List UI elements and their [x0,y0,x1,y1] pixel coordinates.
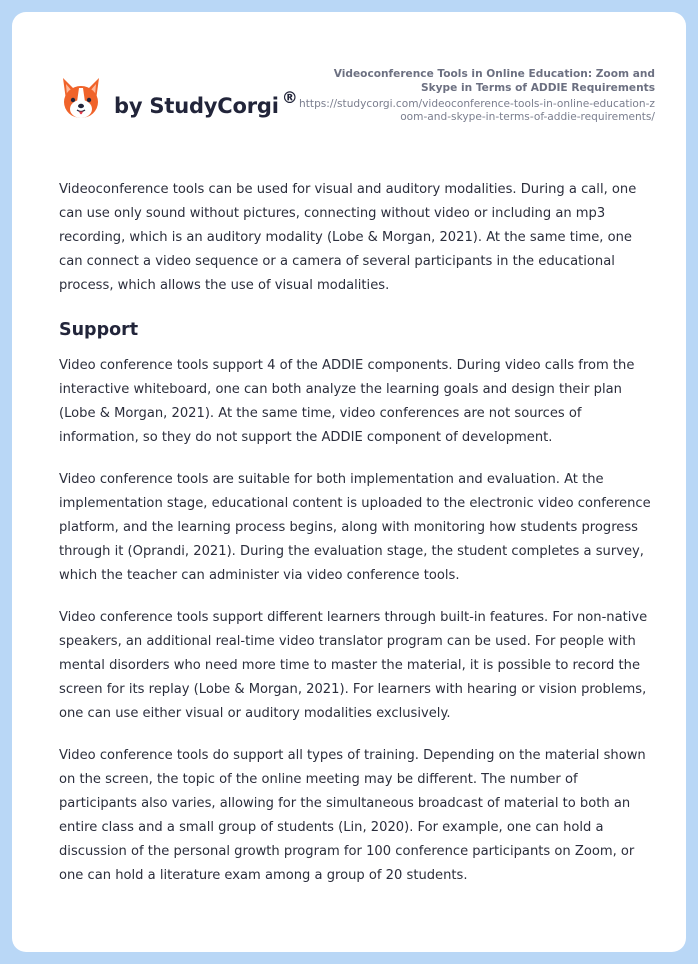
document-url[interactable]: https://studycorgi.com/videoconference-tools-in-online-education-zoom-and-skype-in-terms-of-addie-requirements/ [299,98,655,123]
corgi-icon [60,76,102,122]
paragraph: Video conference tools support different learners through built-in features. For non-native speakers, an additional real-time video translator program can be used. For people with mental disorders who need more time to master the material, it is possible to record the screen for its replay (Lobe & Morgan, 2021). For learners with hearing or vision problems, one can use either visual or auditory modalities exclusively. [59,610,648,721]
document-page [12,12,686,952]
document-meta [295,67,655,124]
paragraph: Video conference tools are suitable for both implementation and evaluation. At the implementation stage, educational content is uploaded to the electronic video conference platform, and the learning process begins, along with monitoring how students progress through it (Oprandi, 2021). During the evaluation stage, the student completes a survey, which the teacher can administer via video conference tools. [59,472,651,583]
paragraph: Video conference tools support 4 of the ADDIE components. During video calls from the interactive whiteboard, one can both analyze the learning goals and design their plan (Lobe & Morgan, 2021). At the same time, video conferences are not sources of information, so they do not support the ADDIE component of development. [59,358,635,445]
brand-name [114,88,298,118]
studycorgi-logo[interactable] [60,76,298,122]
intro-paragraph: Videoconference tools can be used for visual and auditory modalities. During a call, one can use only sound without pictures, connecting without video or including an mp3 recording, which is an auditory modality (Lobe & Morgan, 2021). At the same time, one can connect a video sequence or a camera of several participants in the educational process, which allows the use of visual modalities. [59,182,637,293]
section-heading: Support [59,320,139,340]
article-body [59,178,659,906]
registered-mark: ® [281,88,298,107]
brand-text: by StudyCorgi [114,94,279,118]
document-title: Videoconference Tools in Online Education: Zoom and Skype in Terms of ADDIE Requirements [333,68,655,94]
paragraph: Video conference tools do support all types of training. Depending on the material shown on the screen, the topic of the online meeting may be different. The number of participants also varies, allowing for the simultaneous broadcast of material to both an entire class and a small group of students (Lin, 2020). For example, one can hold a discussion of the personal growth program for 100 conference participants on Zoom, or one can hold a literature exam among a group of 20 students. [59,748,646,883]
page-header [12,12,686,152]
